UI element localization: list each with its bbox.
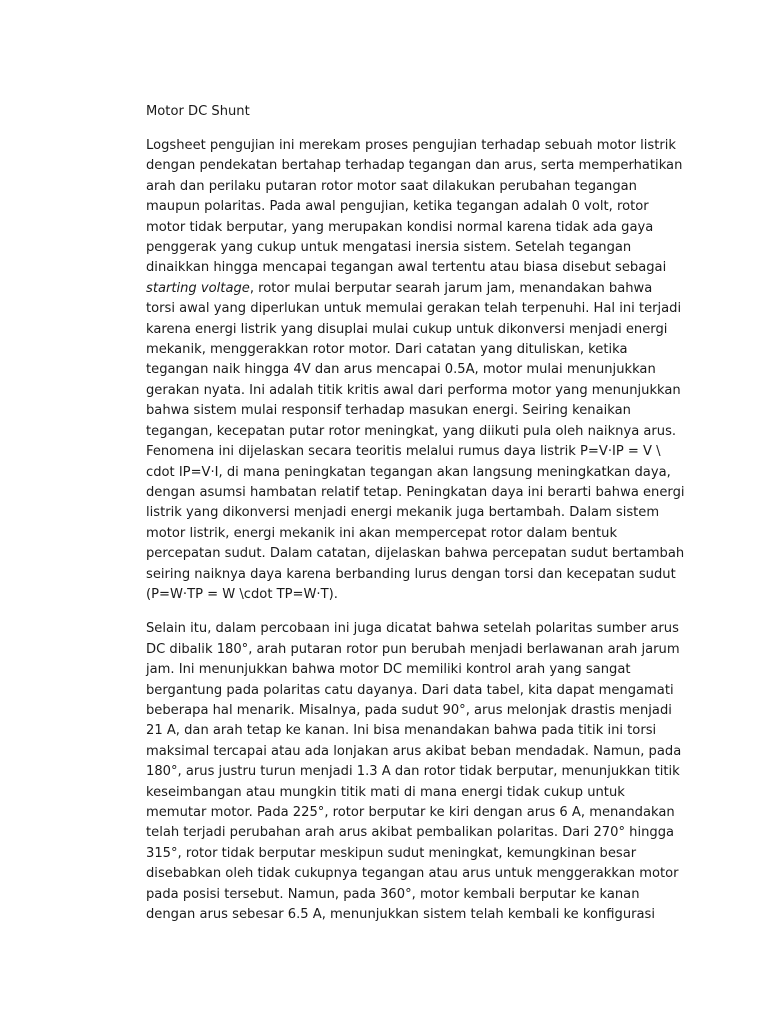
text-line: percepatan sudut. Dalam catatan, dijelaskan bahwa percepatan sudut bertambah [146,546,685,562]
text-line: beberapa hal menarik. Misalnya, pada sudut 90°, arus melonjak drastis menjadi [146,702,672,718]
text-line: Selain itu, dalam percobaan ini juga dicatat bahwa setelah polaritas sumber arus [146,621,679,637]
text-line: DC dibalik 180°, arah putaran rotor pun berubah menjadi berlawanan arah jarum [146,641,680,657]
text-line: seiring naiknya daya karena berbanding lurus dengan torsi dan kecepatan sudut [146,566,676,582]
text-line: dinaikkan hingga mencapai tegangan awal tertentu atau biasa disebut sebagai [146,260,667,276]
text-line: mekanik, menggerakkan rotor motor. Dari catatan yang dituliskan, ketika [146,342,628,358]
document-page [146,101,685,939]
text-line: disebabkan oleh tidak cukupnya tegangan atau arus untuk menggerakkan motor [146,866,679,882]
text-line: motor tidak berputar, yang merupakan kondisi normal karena tidak ada gaya [146,219,654,235]
text-line: listrik yang dikonversi menjadi energi mekanik juga bertambah. Dalam sistem [146,505,660,521]
text-line: memutar motor. Pada 225°, rotor berputar ke kiri dengan arus 6 A, menandakan [146,805,675,820]
italic-term: starting voltage [146,280,250,296]
text-line: bahwa sistem mulai responsif terhadap masukan energi. Seiring kenaikan [146,403,631,419]
text-fragment: , rotor mulai berputar searah jarum jam, menandakan bahwa [249,280,653,296]
text-line: tegangan naik hingga 4V dan arus mencapai 0.5A, motor mulai menunjukkan [146,362,656,378]
text-line: jam. Ini menunjukkan bahwa motor DC memiliki kontrol arah yang sangat [146,662,631,678]
text-line: penggerak yang cukup untuk mengatasi inersia sistem. Setelah tegangan [146,240,632,256]
text-line: telah terjadi perubahan arah arus akibat pembalikan polaritas. Dari 270° hingga [146,825,675,841]
text-line: torsi awal yang diperlukan untuk memulai gerakan telah terpenuhi. Hal ini terjadi [146,301,682,317]
text-line: keseimbangan atau mungkin titik mati di mana energi tidak cukup untuk [146,784,625,800]
text-line: pada posisi tersebut. Namun, pada 360°, motor kembali berputar ke kanan [146,886,640,902]
text-line: maksimal tercapai atau ada lonjakan arus akibat beban mendadak. Namun, pada [146,743,682,759]
text-line: motor listrik, energi mekanik ini akan mempercepat rotor dalam bentuk [146,525,618,541]
text-line: Fenomena ini dijelaskan secara teoritis melalui rumus daya listrik P=V·IP = V \ [146,444,661,460]
text-line: Logsheet pengujian ini merekam proses pengujian terhadap sebuah motor listrik [146,138,676,153]
text-line: dengan asumsi hambatan relatif tetap. Peningkatan daya ini berarti bahwa energi [146,484,685,500]
text-line: tegangan, kecepatan putar rotor meningkat, yang diikuti pula oleh naiknya arus. [146,423,677,439]
text-line: maupun polaritas. Pada awal pengujian, ketika tegangan adalah 0 volt, rotor [146,199,649,215]
text-line: 180°, arus justru turun menjadi 1.3 A dan rotor tidak berputar, menunjukkan titik [146,764,680,780]
text-line: arah dan perilaku putaran rotor motor saat dilakukan perubahan tegangan [146,178,637,194]
document-title: Motor DC Shunt [146,104,250,119]
text-line: dengan arus sebesar 6.5 A, menunjukkan sistem telah kembali ke konfigurasi [146,907,655,923]
text-line: gerakan nyata. Ini adalah titik kritis awal dari performa motor yang menunjukkan [146,382,681,398]
text-line: cdot IP=V·I, di mana peningkatan tegangan akan langsung meningkatkan daya, [146,464,671,480]
paragraph-1 [146,136,685,605]
text-line: (P=W·TP = W \cdot TP=W·T). [146,586,338,602]
text-line: 315°, rotor tidak berputar meskipun sudut meningkat, kemungkinan besar [146,845,637,861]
text-line: karena energi listrik yang disuplai mulai cukup untuk dikonversi menjadi energi [146,321,668,337]
text-line [146,279,658,299]
paragraph-2 [146,619,682,925]
text-line: 21 A, dan arah tetap ke kanan. Ini bisa menandakan bahwa pada titik ini torsi [146,723,657,739]
text-line: dengan pendekatan bertahap terhadap tegangan dan arus, serta memperhatikan [146,158,683,174]
text-line: bergantung pada polaritas catu dayanya. Dari data tabel, kita dapat mengamati [146,682,674,698]
